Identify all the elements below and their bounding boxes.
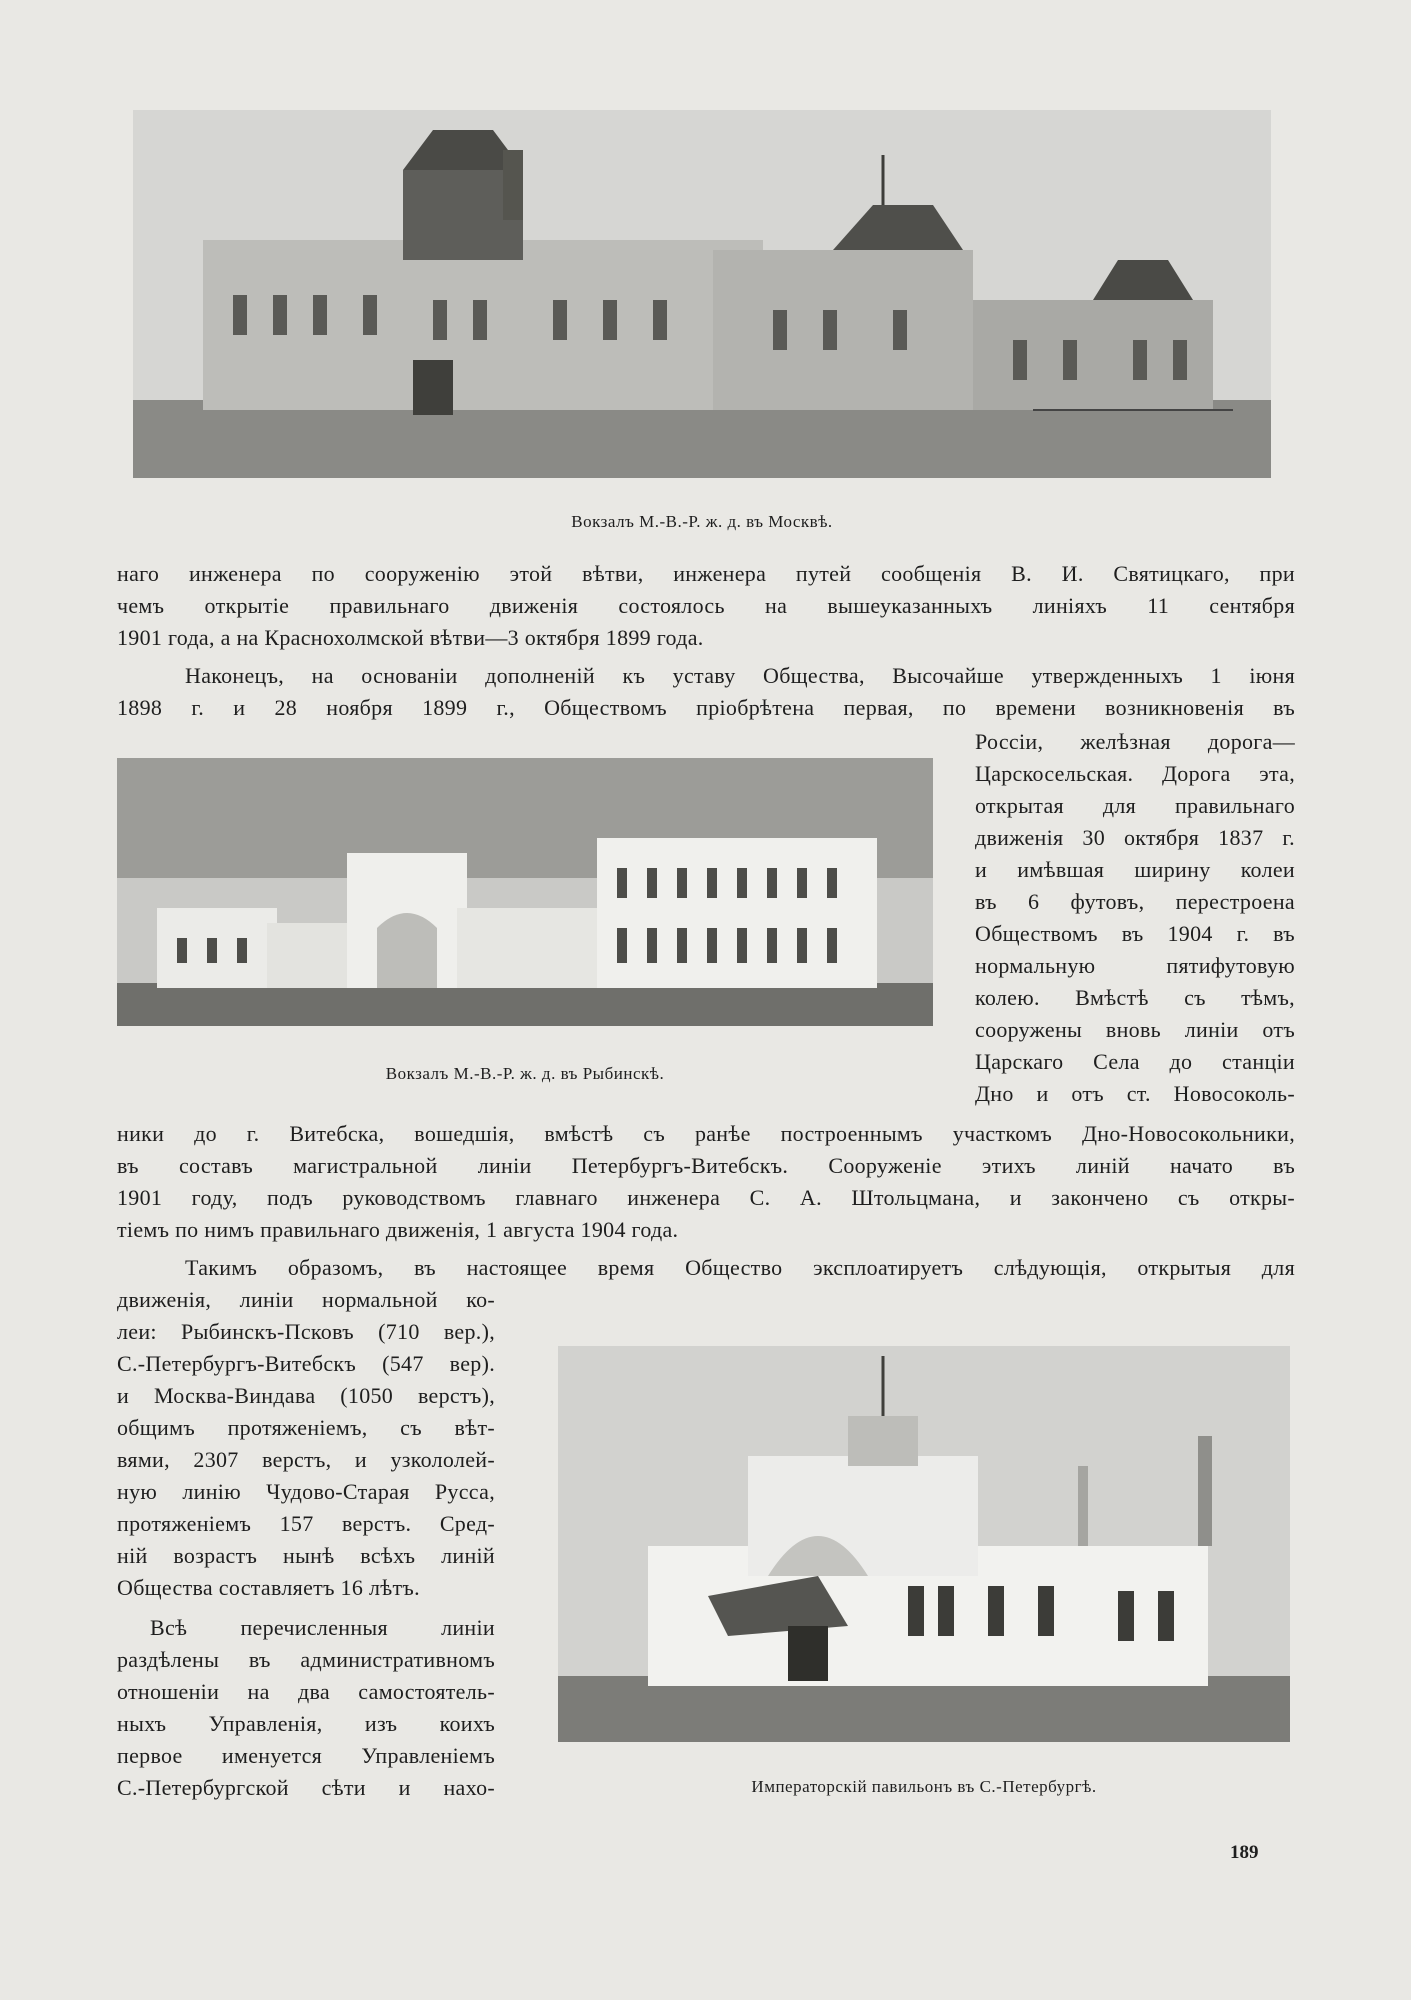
text-line: сооружены вновь линіи отъ xyxy=(975,1017,1295,1042)
text-line: чемъ открытіе правильнаго движенія состоялось на вышеуказанныхъ линіяхъ 11 сентября xyxy=(117,593,1295,618)
text-line: тіемъ по нимъ правильнаго движенія, 1 августа 1904 года. xyxy=(117,1217,679,1242)
text-line: ники до г. Витебска, вошедшія, вмѣстѣ съ ранѣе построеннымъ участкомъ Дно-Новосокольники, xyxy=(117,1121,1295,1146)
text-line: колею. Вмѣстѣ съ тѣмъ, xyxy=(975,985,1295,1010)
text-line: 1901 году, подъ руководствомъ главнаго инженера С. А. Штольцмана, и закончено съ откры- xyxy=(117,1185,1295,1210)
text-line: раздѣлены въ административномъ xyxy=(117,1647,495,1672)
caption-moscow: Вокзалъ М.-В.-Р. ж. д. въ Москвѣ. xyxy=(571,512,833,531)
caption-rybinsk: Вокзалъ М.-В.-Р. ж. д. въ Рыбинскѣ. xyxy=(385,1064,665,1083)
text-line: ную линію Чудово-Старая Русса, xyxy=(117,1479,495,1504)
text-line: леи: Рыбинскъ-Псковъ (710 вер.), xyxy=(117,1319,495,1344)
text-line: въ 6 футовъ, перестроена xyxy=(975,889,1295,914)
text-line: ныхъ Управленія, изъ коихъ xyxy=(117,1711,495,1736)
text-line: Дно и отъ ст. Новосоколь- xyxy=(975,1081,1295,1106)
text-line: наго инженера по сооруженію этой вѣтви, инженера путей сообщенія В. И. Святицкаго, при xyxy=(117,561,1295,586)
text-line: Общества составляетъ 16 лѣтъ. xyxy=(117,1575,420,1600)
imperial-pavilion-illustration xyxy=(558,1346,1290,1742)
text-line: Царскаго Села до станціи xyxy=(975,1049,1295,1074)
text-line: Царскосельская. Дорога эта, xyxy=(975,761,1295,786)
text-line: протяженіемъ 157 верстъ. Сред- xyxy=(117,1511,495,1536)
photo-imperial-pavilion xyxy=(558,1346,1290,1742)
text-line: общимъ протяженіемъ, съ вѣт- xyxy=(117,1415,495,1440)
text-line: движенія 30 октября 1837 г. xyxy=(975,825,1295,850)
text-line: первое именуется Управленіемъ xyxy=(117,1743,495,1768)
text-line: 1898 г. и 28 ноября 1899 г., Обществомъ пріобрѣтена первая, по времени возникновенія въ xyxy=(117,695,1295,720)
page-number: 189 xyxy=(1230,1842,1259,1863)
text-line: и Москва-Виндава (1050 верстъ), xyxy=(117,1383,495,1408)
text-line: Россіи, желѣзная дорога— xyxy=(975,729,1295,754)
text-line: вями, 2307 верстъ, и узкололей- xyxy=(117,1447,495,1472)
text-line: отношеніи на два самостоятель- xyxy=(117,1679,495,1704)
photo-rybinsk-station xyxy=(117,758,933,1026)
moscow-station-illustration xyxy=(133,110,1271,478)
text-line: движенія, линіи нормальной ко- xyxy=(117,1287,495,1312)
text-line: Обществомъ въ 1904 г. въ xyxy=(975,921,1295,946)
text-line: ній возрастъ нынѣ всѣхъ линій xyxy=(117,1543,495,1568)
text-line: С.-Петербургъ-Витебскъ (547 вер). xyxy=(117,1351,495,1376)
rybinsk-station-illustration xyxy=(117,758,933,1026)
photo-moscow-station xyxy=(133,110,1271,478)
text-line: открытая для правильнаго xyxy=(975,793,1295,818)
text-line: Всѣ перечисленныя линіи xyxy=(150,1615,495,1640)
text-line: нормальную пятифутовую xyxy=(975,953,1295,978)
text-line: 1901 года, а на Краснохолмской вѣтви—3 октября 1899 года. xyxy=(117,625,704,650)
text-line: въ составъ магистральной линіи Петербургъ-Витебскъ. Сооруженіе этихъ линій начато въ xyxy=(117,1153,1295,1178)
text-line: Такимъ образомъ, въ настоящее время Общество эксплоатируетъ слѣдующія, открытыя для xyxy=(185,1255,1295,1280)
caption-petersburg: Императорскій павильонъ въ С.-Петербургѣ. xyxy=(751,1777,1097,1796)
text-line: Наконецъ, на основаніи дополненій къ уставу Общества, Высочайше утвержденныхъ 1 іюня xyxy=(185,663,1295,688)
text-line: и имѣвшая ширину колеи xyxy=(975,857,1295,882)
text-line: С.-Петербургской сѣти и нахо- xyxy=(117,1775,495,1800)
